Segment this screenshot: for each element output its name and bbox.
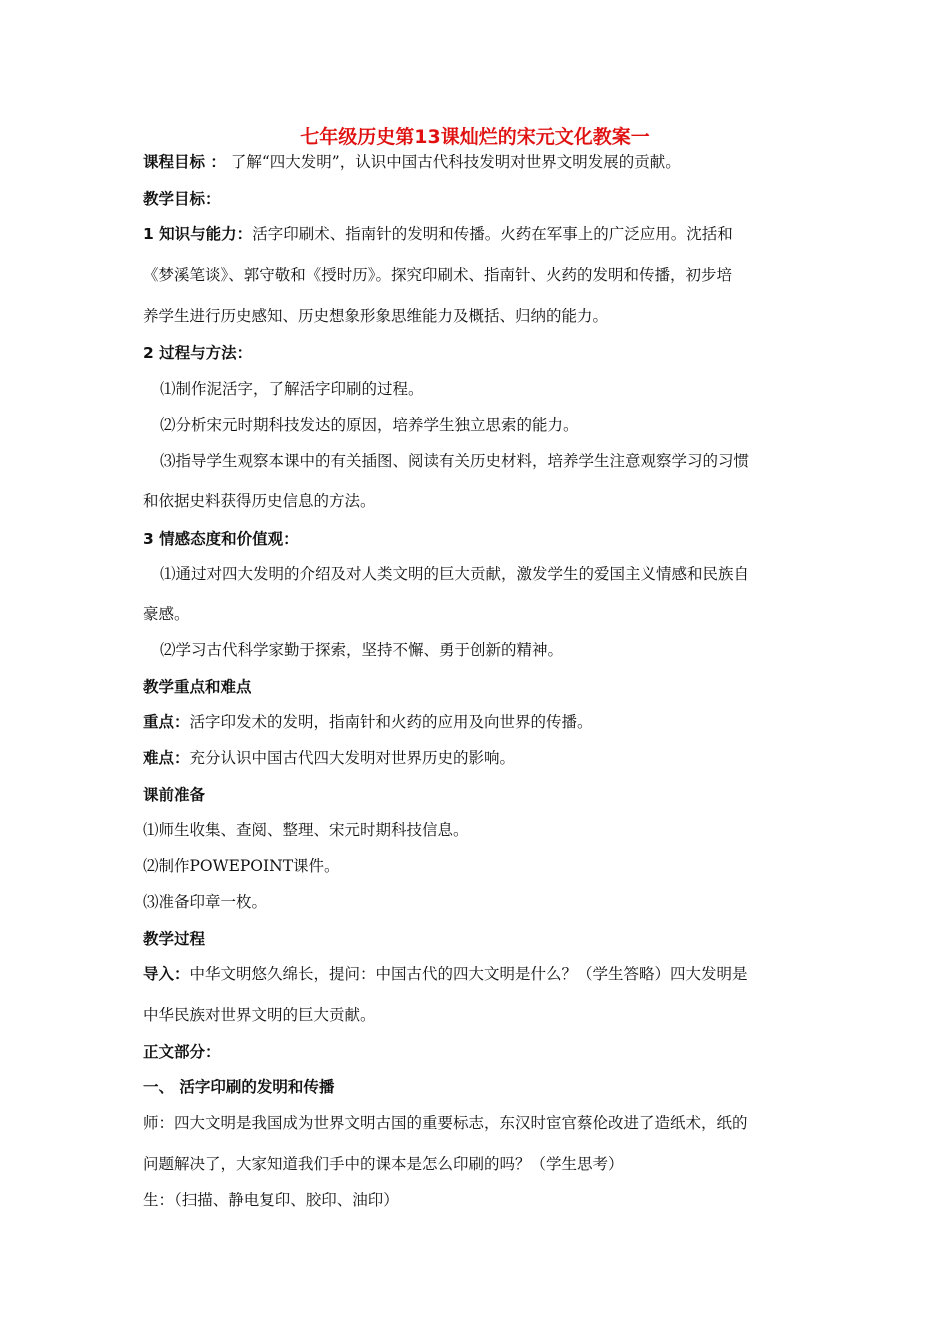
preparation-item1: ⑴师生收集、查阅、整理、宋元时期科技信息。 (143, 821, 469, 839)
intro-label: 导入： (143, 965, 190, 983)
section1-line2: 《梦溪笔谈》、郭守敬和《授时历》。探究印刷术、指南针、火药的发明和传播，初步培 (143, 266, 733, 284)
key-points-heading: 教学重点和难点 (143, 678, 252, 696)
difficulty-line (143, 748, 515, 768)
main-heading: 正文部分： (143, 1043, 221, 1061)
document-title: 七年级历史第13课灿烂的宋元文化教案一 (300, 126, 650, 148)
section2-item3-line1: ⑶指导学生观察本课中的有关插图、阅读有关历史材料，培养学生注意观察学习的习惯 (160, 452, 750, 470)
section1-line1 (143, 224, 733, 244)
section2-item3-line2: 和依据史料获得历史信息的方法。 (143, 492, 376, 510)
teacher-line1: 师：四大文明是我国成为世界文明古国的重要标志，东汉时宦官蔡伦改进了造纸术，纸的 (143, 1114, 748, 1132)
key-point-label: 重点： (143, 713, 190, 731)
student-line: 生：（扫描、静电复印、胶印、油印） (143, 1191, 399, 1209)
preparation-heading: 课前准备 (143, 786, 206, 804)
difficulty-label: 难点： (143, 749, 190, 767)
section1-text1: 活字印刷术、指南针的发明和传播。火药在军事上的广泛应用。沈括和 (252, 225, 733, 243)
preparation-item3: ⑶准备印章一枚。 (143, 893, 268, 911)
section3-item1-line1: ⑴通过对四大发明的介绍及对人类文明的巨大贡献，激发学生的爱国主义情感和民族自 (160, 565, 750, 583)
section3-item1-line2: 豪感。 (143, 605, 190, 623)
section1-label: 1 知识与能力： (143, 225, 253, 243)
difficulty-text: 充分认识中国古代四大发明对世界历史的影响。 (189, 749, 516, 767)
process-heading: 教学过程 (143, 930, 206, 948)
teaching-goals-heading: 教学目标： (143, 190, 221, 208)
course-goal-text: 了解“四大发明”，认识中国古代科技发明对世界文明发展的贡献。 (230, 153, 681, 171)
key-point-line (143, 712, 593, 732)
part1-heading: 一、 活字印刷的发明和传播 (143, 1078, 335, 1096)
section3-label: 3 情感态度和价值观： (143, 530, 299, 548)
key-point-text: 活字印发术的发明，指南针和火药的应用及向世界的传播。 (189, 713, 593, 731)
intro-line2: 中华民族对世界文明的巨大贡献。 (143, 1006, 376, 1024)
teacher-line2: 问题解决了，大家知道我们手中的课本是怎么印刷的吗？（学生思考） (143, 1155, 624, 1173)
course-goal-line (143, 152, 681, 172)
section2-item2: ⑵分析宋元时期科技发达的原因，培养学生独立思索的能力。 (160, 416, 579, 434)
section3-item2: ⑵学习古代科学家勤于探索，坚持不懈、勇于创新的精神。 (160, 641, 564, 659)
course-goal-label: 课程目标 ： (143, 153, 226, 171)
intro-text1: 中华文明悠久绵长，提问：中国古代的四大文明是什么？（学生答略）四大发明是 (189, 965, 748, 983)
preparation-item2: ⑵制作POWEPOINT课件。 (143, 857, 340, 875)
intro-line1 (143, 964, 748, 984)
section1-line3: 养学生进行历史感知、历史想象形象思维能力及概括、归纳的能力。 (143, 307, 609, 325)
section2-item1: ⑴制作泥活字，了解活字印刷的过程。 (160, 380, 424, 398)
section2-label: 2 过程与方法： (143, 344, 253, 362)
